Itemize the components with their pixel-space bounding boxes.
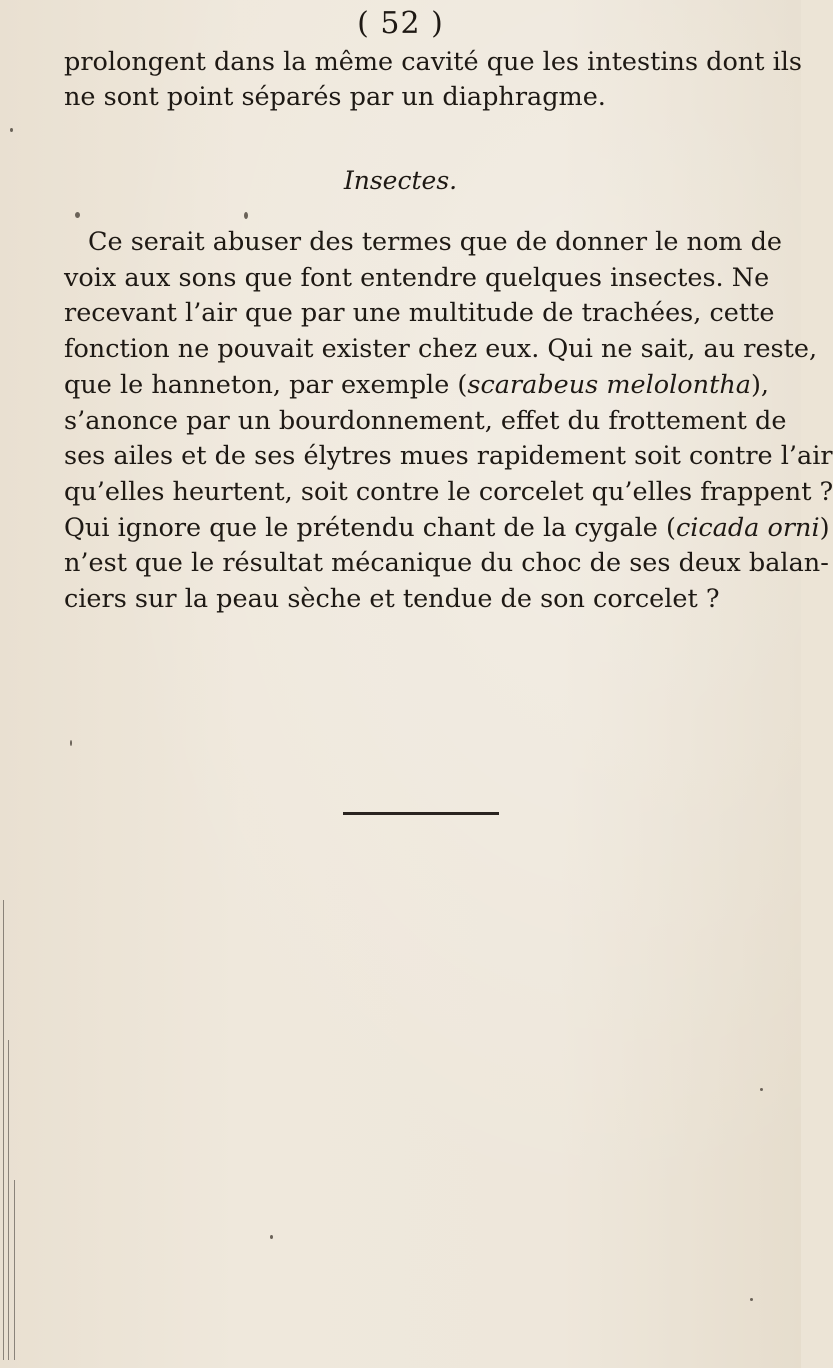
- page-edge-mark: [8, 1040, 9, 1360]
- paragraph: [64, 225, 833, 618]
- text-fragment: ): [819, 512, 830, 543]
- text-fragment: ),: [750, 369, 770, 400]
- paper-speck: [760, 1088, 763, 1091]
- paper-speck: [10, 128, 13, 132]
- text-line: voix aux sons que font entendre quelques insectes. Ne: [64, 262, 770, 293]
- text-line: prolongent dans la même cavité que les intestins dont ils: [64, 47, 802, 77]
- paper-speck: [270, 1235, 273, 1239]
- text-line: fonction ne pouvait exister chez eux. Qui ne sait, au reste,: [64, 334, 818, 365]
- text-line: recevant l’air que par une multitude de trachées, cette: [64, 298, 775, 329]
- latin-name: cicada orni: [675, 512, 820, 543]
- text-line: Ce serait abuser des termes que de donner le nom de: [88, 227, 783, 257]
- page-number: ( 52 ): [357, 6, 444, 41]
- text-line: ciers sur la peau sèche et tendue de son corcelet ?: [64, 584, 720, 615]
- text-line: ses ailes et de ses élytres mues rapidement soit contre l’air: [64, 441, 833, 472]
- text-line: [64, 511, 830, 547]
- paper-speck: [75, 212, 80, 218]
- page-edge-mark: [3, 900, 4, 1360]
- end-rule: [343, 812, 499, 815]
- text-line: ne sont point séparés par un diaphragme.: [64, 81, 606, 112]
- page-edge-mark: [14, 1180, 15, 1360]
- text-line: n’est que le résultat mécanique du choc de ses deux balan-: [64, 548, 829, 579]
- text-line: [64, 368, 769, 404]
- paper-speck: [70, 740, 72, 746]
- latin-name: scarabeus melolontha: [467, 369, 751, 400]
- paper-speck: [750, 1298, 753, 1301]
- text-fragment: Qui ignore que le prétendu chant de la cygale (: [64, 512, 676, 543]
- section-heading: Insectes.: [343, 166, 458, 195]
- paper-speck: [244, 212, 248, 219]
- text-fragment: que le hanneton, par exemple (: [64, 369, 468, 400]
- continued-text: [64, 45, 802, 114]
- text-line: s’anonce par un bourdonnement, effet du frottement de: [64, 405, 787, 436]
- text-line: qu’elles heurtent, soit contre le corcelet qu’elles frappent ?: [64, 476, 833, 507]
